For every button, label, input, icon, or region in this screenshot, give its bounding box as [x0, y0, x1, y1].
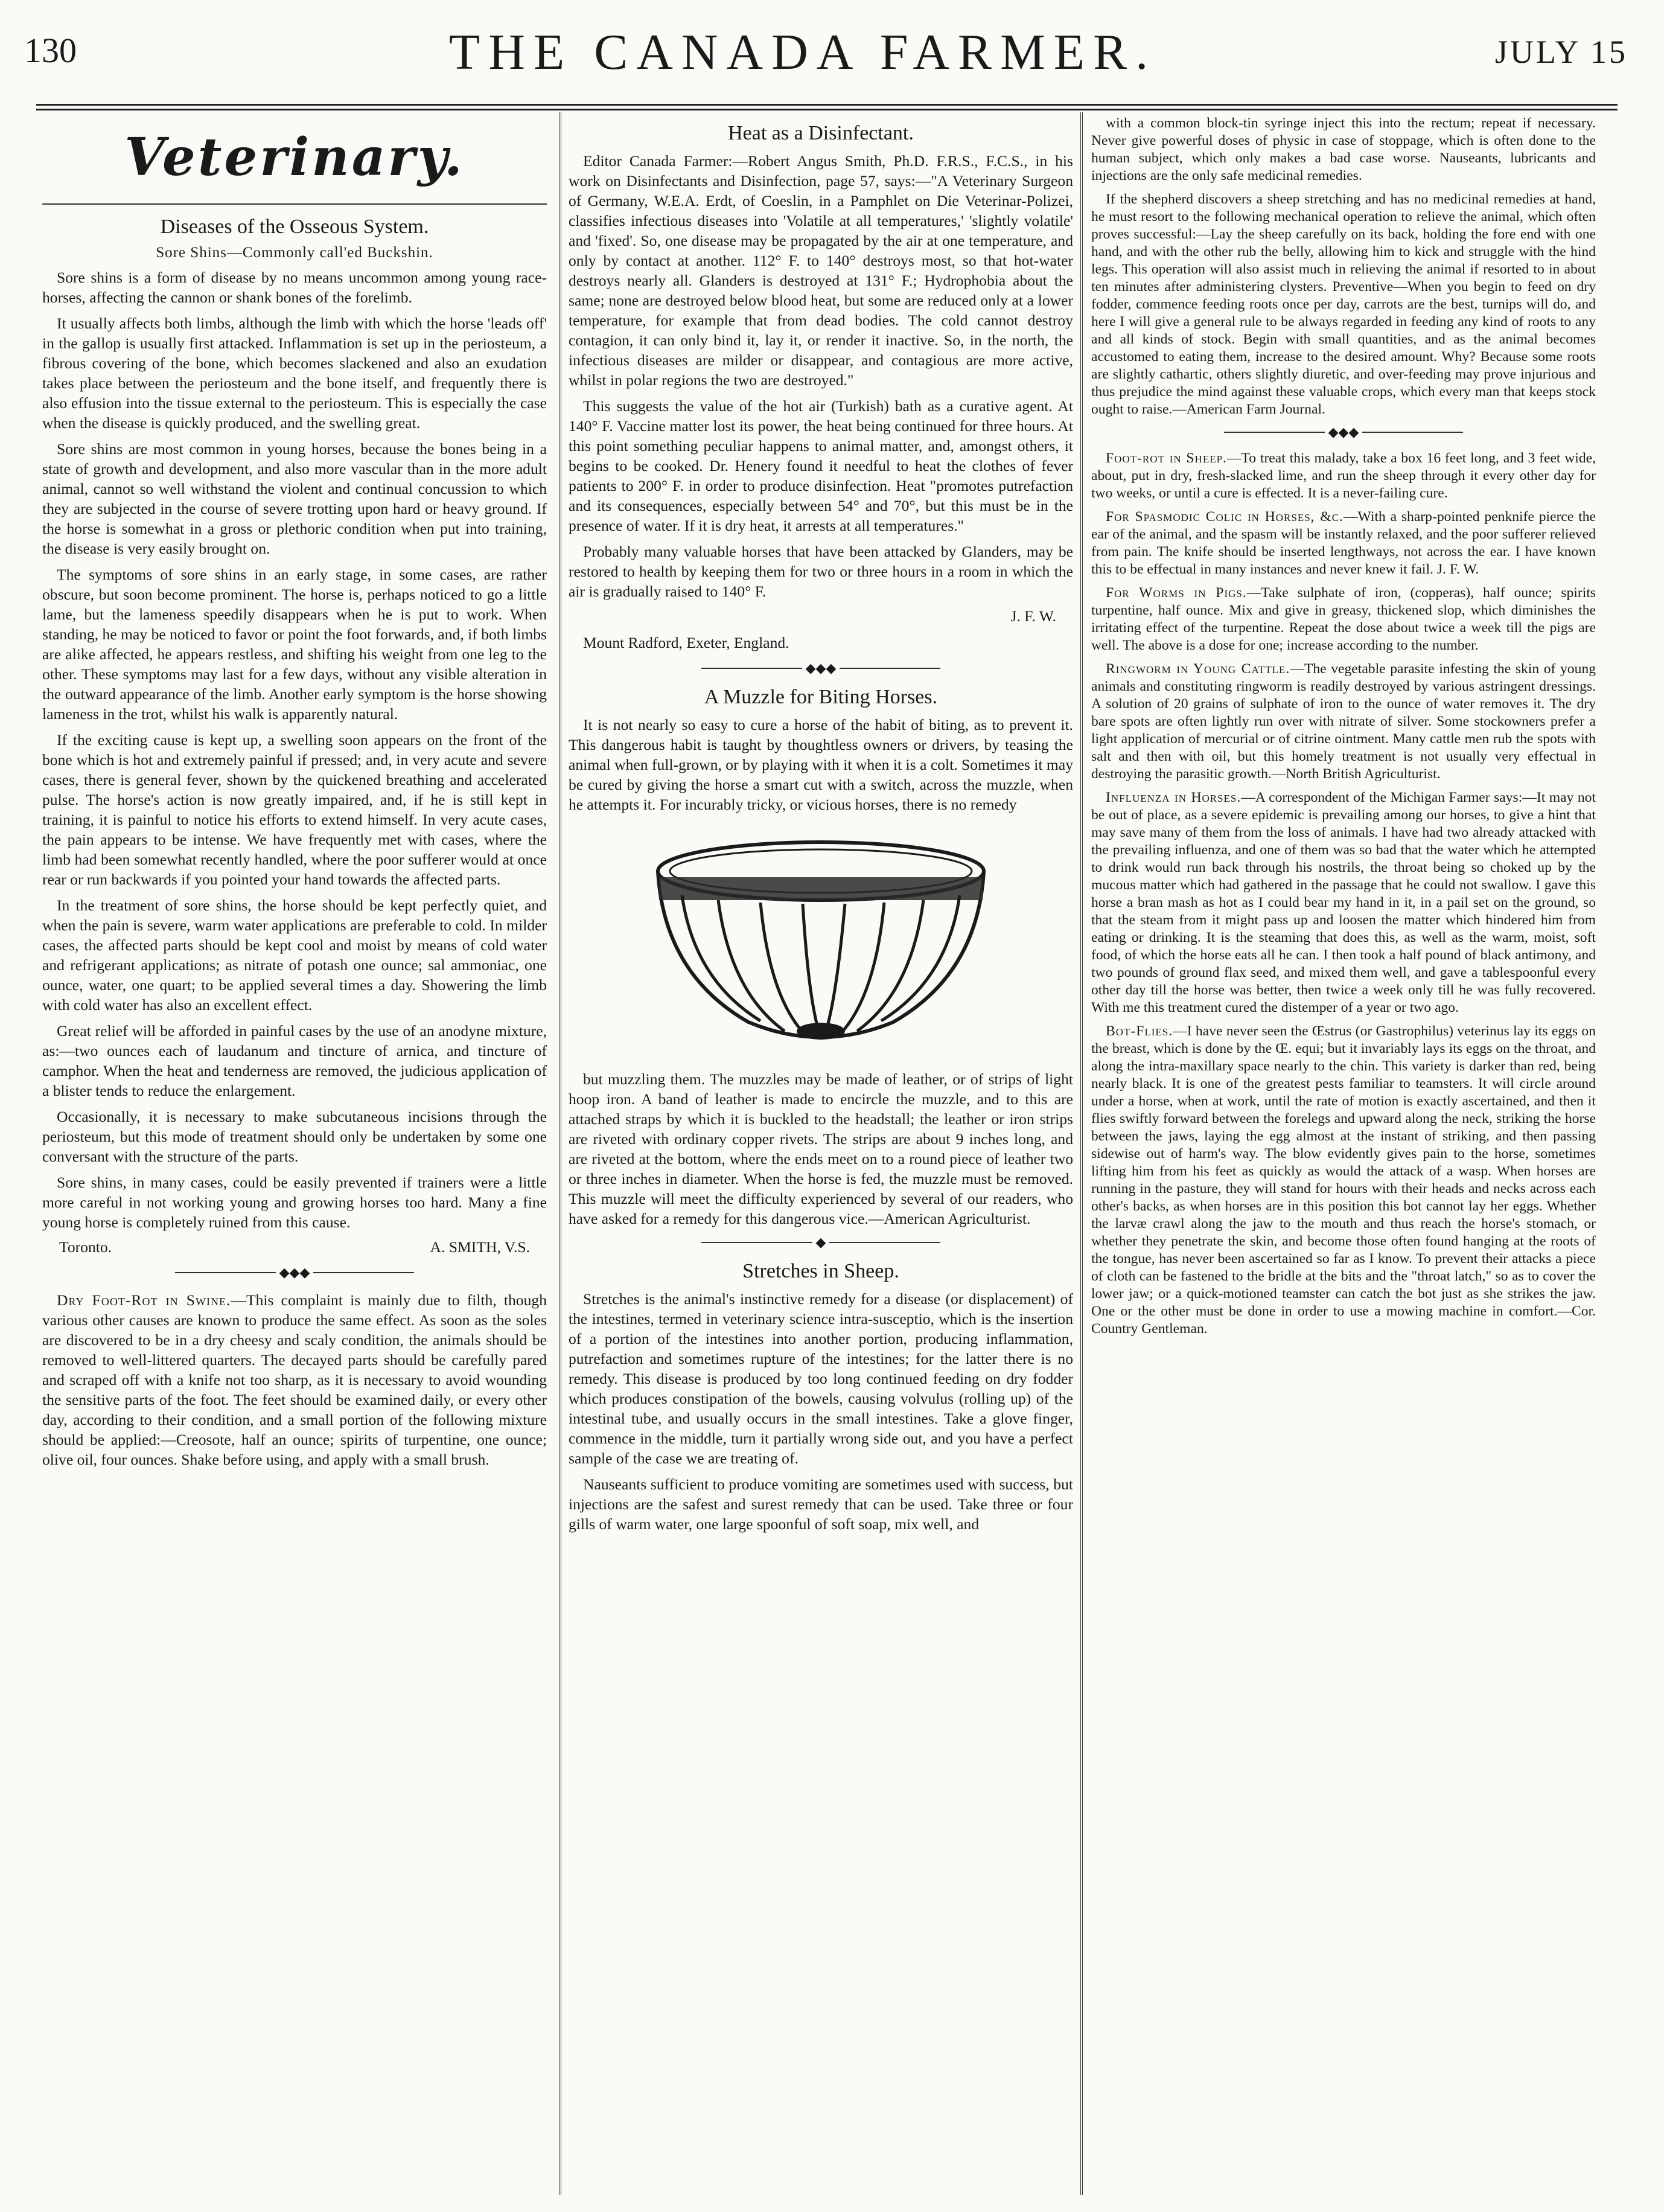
paragraph: It usually affects both limbs, although the limb with which the horse 'leads off' in the gallop is usually first attacked. Inflammation is set up in the periosteum, a fibrous covering of the bone, which becomes slackened and also an exudation takes place between the periosteum and the bone itself, and frequently there is also effusion into the tissue external to the periosteum. This is especially the case when the disease is quickly produced, and the swelling great.: [42, 315, 547, 432]
column-rule: [559, 112, 561, 2195]
column-3: [1091, 115, 1596, 2191]
article-title: Heat as a Disinfectant.: [728, 122, 914, 144]
paragraph: Nauseants sufficient to produce vomiting are sometimes used with success, but injections are the safest and surest remedy that can be used. Take three or four gills of warm water, one large spoonful of soft soap, mix well, and: [569, 1475, 1073, 1533]
paragraph: The symptoms of sore shins in an early stage, in some cases, are rather obscure, but soon become prominent. The horse is, perhaps noticed to go a little lame, but the lameness speedily disappears when he is put to work. When standing, he may be noticed to favor or point the foot forwards, and, if both limbs are alike affected, he appears restless, and shifting his weight from one leg to the other. These symptoms may last for a few days, without any visible alteration in the outward appearance of the limb. Another early symptom is the horse showing lameness in the trot, whilst his walk is apparently natural.: [42, 566, 547, 723]
column-2: [569, 115, 1073, 2191]
item-text: —I have never seen the Œstrus (or Gastrophilus) veterinus lay its eggs on the breast, which is done by the Œ. equi; but it invariably lays its eggs on the throat, and along the intra-maxillary space nearly to the chin. This variety is darker than red, being nearly black. It is one of the greatest pests familiar to teamsters. It will circle around under a horse, when at work, until the rate of motion is exactly ascertained, and then it flies swiftly forward between the forelegs and upward along the neck, striking the horse between the jaws, laying the egg almost at the instant of striking, and then passing sidewise out of harm's way. The blow evidently gives pain to the horse, sometimes lifting him from his feet as quickly as would the attack of a wasp. When horses are running in the pasture, they will stand for hours with their heads and necks across each other's backs, as when horses are in this position this bot cannot lay her eggs. Whether the larvæ crawl along the jaw to the mouth and thus reach the horse's stomach, or whether they penetrate the skin, and become those often found hanging at the roots of the tongue, has never been ascertained so far as I know. To prevent their attacks a piece of cloth can be fastened to the bridle at the bits and the "throat latch," so as to cover the lower jaw; or a quick-motioned teamster can catch the bot just as she strikes the jaw. One or the other must be done in order to use a mowing machine in comfort.—Cor. Country Gentleman.: [1091, 1023, 1596, 1337]
paragraph: [1091, 508, 1596, 578]
article-title: Stretches in Sheep.: [742, 1260, 899, 1282]
paragraph: [1091, 789, 1596, 1017]
item-text: —This complaint is mainly due to filth, though various other causes are known to produce the same effect. As soon as the soles are discovered to be in a dry cheesy and scaly condition, the animals should be removed to well-littered quarters. The decayed parts should be carefully pared and scraped off with a knife not too sharp, as it is necessary to avoid wounding the sensitive parts of the foot. The feet should be examined daily, or every other day, according to their condition, and a small portion of the following mixture should be applied:—Creosote, half an ounce; spirits of turpentine, one ounce; olive oil, four ounces. Shake before using, and apply with a small brush.: [42, 1291, 547, 1468]
ornament-divider: ◆◆◆: [701, 660, 940, 676]
issue-date: JULY 15: [1494, 34, 1628, 70]
divider: [42, 203, 547, 205]
paragraph: If the exciting cause is kept up, a swelling soon appears on the front of the bone which is hot and extremely painful if pressed; and, in very acute and severe cases, there is general fever, shown by the quickened breathing and accelerated pulse. The horse's action is now greatly impaired, and, if he is still kept in training, it is painful to notice his efforts to extend himself. In very acute cases, the pain appears to be intense. We have frequently met with cases, where the limb had been somewhat recently handled, where the poor sufferer would at once rear or run backwards if you pointed your hand towards the affected parts.: [42, 731, 547, 888]
signature-name: A. SMITH, V.S.: [430, 1238, 530, 1256]
paragraph: This suggests the value of the hot air (Turkish) bath as a curative agent. At 140° F. Vaccine matter lost its power, the heat being continued for three hours. At this point something peculiar happens to animal matter, and, amongst others, it begins to be cooked. Dr. Henery found it needful to heat the clothes of fever patients to 200° F. in order to produce disinfection. Heat "promotes putrefaction and its consequences, especially between 54° and 70°, but this must be in the presence of water. If it is dry heat, it arrests at all temperatures.": [569, 397, 1073, 534]
item-lead: For Worms in Pigs.: [1106, 585, 1247, 601]
paragraph: with a common block-tin syringe inject this into the rectum; repeat if necessary. Never give powerful doses of physic in case of stoppage, which is often done to the human subject, which only makes a bad case worse. Nauseants, lubricants and injections are the only safe medicinal remedies.: [1091, 115, 1596, 184]
masthead-rule: [36, 104, 1618, 106]
signature: [42, 1238, 547, 1256]
signature-name: J. F. W.: [1010, 607, 1056, 625]
paragraph: but muzzling them. The muzzles may be made of leather, or of strips of light hoop iron. A band of leather is made to encircle the muzzle, and to this are attached straps by which it is buckled to the headstall; the leather or iron strips are riveted with ordinary copper rivets. The strips are about 9 inches long, and are riveted at the bottom, where the ends meet on to a round piece of leather two or three inches in diameter. When the horse is fed, the muzzle must be removed. This muzzle will meet the difficulty experienced by several of our readers, who have asked for a remedy for this dangerous vice.—American Agriculturist.: [569, 1070, 1073, 1227]
item-lead: For Spasmodic Colic in Horses, &c.: [1106, 509, 1344, 525]
signature-place: Toronto.: [59, 1238, 112, 1256]
paragraph: [1091, 1023, 1596, 1338]
paragraph: Sore shins is a form of disease by no means uncommon among young race-horses, affecting the cannon or shank bones of the forelimb.: [42, 269, 547, 306]
item-lead: Ringworm in Young Cattle.: [1106, 661, 1290, 677]
item-text: —To treat this malady, take a box 16 feet long, and 3 feet wide, about, put in dry, fresh-slacked lime, and run the sheep through it every other day for two weeks, or until a cure is effected. It is a never-failing cure.: [1091, 450, 1596, 501]
paragraph: In the treatment of sore shins, the horse should be kept perfectly quiet, and when the pain is severe, warm water applications are preferable to cold. In milder cases, the affected parts should be kept cool and moist by means of cold water and refrigerant applications; as nitrate of potash one ounce; sal ammoniac, one ounce, water, one quart; to be applied several times a day. Showering the limb with cold water has also an excellent effect.: [42, 897, 547, 1014]
paragraph: [1091, 584, 1596, 654]
item-lead: Dry Foot-Rot in Swine.: [57, 1291, 231, 1309]
item-text: —Take sulphate of iron, (copperas), half ounce; spirits turpentine, half ounce. Mix and give in greasy, thickened slop, which diminishes the irritating effect of the turpentine. Repeat the dose about twice a week till the pigs are well. The above is a dose for one; increase according to the number.: [1091, 585, 1596, 653]
paragraph: Probably many valuable horses that have been attacked by Glanders, may be restored to health by keeping them for two or three hours in a room in which the air is gradually raised to 140° F.: [569, 543, 1073, 600]
paragraph: Occasionally, it is necessary to make subcutaneous incisions through the periosteum, but this mode of treatment should only be undertaken by some one conversant with the structure of the parts.: [42, 1108, 547, 1165]
signature-place: Mount Radford, Exeter, England.: [583, 634, 789, 651]
paragraph: It is not nearly so easy to cure a horse of the habit of biting, as to prevent it. This dangerous habit is taught by thoughtless owners or drivers, by teasing the animal when full-grown, or by playing with it when it is a colt. Sometimes it may be cured by giving the horse a smart cut with a switch, across the muzzle, when he attempts it. For incurably tricky, or vicious horses, there is no remedy: [569, 716, 1073, 813]
signature: [569, 607, 1073, 625]
paragraph: [1091, 660, 1596, 783]
item-lead: Influenza in Horses.: [1106, 790, 1242, 805]
ornament-divider: ◆◆◆: [175, 1265, 414, 1280]
paragraph: [42, 1290, 547, 1469]
item-lead: Foot-rot in Sheep.: [1106, 450, 1227, 466]
masthead-rule-2: [36, 109, 1618, 110]
page-number: 130: [24, 31, 77, 70]
paragraph: Sore shins are most common in young horses, because the bones being in a state of growth and development, and also more vascular than in the more adult animal, cannot so well withstand the violent and continual concussion to which they are subjected in the course of severe trotting upon hard or heavy ground. If the horse is somewhat in a gross or plethoric condition when put into training, the disease is very easily brought on.: [42, 440, 547, 557]
paragraph: Sore shins, in many cases, could be easily prevented if trainers were a little more careful in not working young and growing horses too hard. Many a fine young horse is completely ruined from this cause.: [42, 1174, 547, 1231]
column-1: [42, 115, 547, 2191]
item-lead: Bot-Flies.: [1106, 1023, 1173, 1039]
paragraph: Stretches is the animal's instinctive remedy for a disease (or displacement) of the intestines, termed in veterinary science intra-susceptio, which is the insertion of a portion of the intestines into another portion, producing inflammation, putrefaction and sometimes rupture of the intestines; for the latter there is no remedy. This disease is produced by too long continued feeding on dry fodder which produces constipation of the bowels, causing volvulus (rolling up) of the intestinal tube, and usually occurs in the small intestines. Take a glove finger, commence in the middle, turn it partially wrong side out, and you have a perfect sample of the case we are treating of.: [569, 1290, 1073, 1467]
item-text: —The vegetable parasite infesting the skin of young animals and constituting ringworm is readily destroyed by various astringent dressings. A solution of 20 grains of sulphate of iron to the ounce of water removes it. The dry bare spots are often lightly run over with nitrate of silver. Some stockowners prefer a light application of mercurial or of citrine ointment. Many cattle men rub the spots with salt and then with oil, but this homely treatment is not usually very effectual in destroying the parasitic growth.—North British Agriculturist.: [1091, 661, 1596, 782]
item-text: —With a sharp-pointed penknife pierce the ear of the animal, and the spasm will be instantly relaxed, and the poor sufferer relieved from pain. The knife should be inserted lengthways, not across the ear. I have known this to be effectual in many instances and never knew it fail. J. F. W.: [1091, 509, 1596, 577]
article-subtitle: Sore Shins—Commonly call'ed Buckshin.: [156, 245, 433, 261]
masthead-title: THE CANADA FARMER.: [448, 24, 1157, 80]
paragraph: Editor Canada Farmer:—Robert Angus Smith, Ph.D. F.R.S., F.C.S., in his work on Disinfectants and Disinfection, page 57, says:—"A Veterinary Surgeon of Germany, W.E.A. Erdt, of Coeslin, in a Pamphlet on Die Veterinar-Polizei, classifies infectious diseases into 'Volatile at all temperatures,' 'slightly volatile' and 'fixed'. So, one disease may be propagated by the air at one temperature, and only by contact at another. 112° F. to 140° destroys most, so that hot-water destroys nearly all. Glanders is destroyed at 131° F.; Hydrophobia about the same; none are destroyed below blood heat, but some are reduced only at a lower temperature, for example that from dead bodies. The cold cannot destroy contagion, it can only bind it, lay it, or render it inactive. So, in the north, the infectious diseases are milder or disappear, and contagious are more active, whilst in polar regions the two are destroyed.": [569, 152, 1073, 389]
ornament-divider: ◆: [701, 1235, 940, 1250]
article-title: Diseases of the Osseous System.: [160, 216, 429, 238]
muzzle-illustration: [640, 829, 1002, 1058]
paragraph: [1091, 450, 1596, 502]
section-heading-veterinary: Veterinary.: [124, 127, 465, 188]
column-rule: [1080, 112, 1083, 2195]
article-title: A Muzzle for Biting Horses.: [704, 686, 938, 708]
ornament-divider: ◆◆◆: [1224, 424, 1463, 440]
paragraph: If the shepherd discovers a sheep stretching and has no medicinal remedies at hand, he must resort to the following mechanical operation to relieve the animal, which often proves successful:—Lay the sheep carefully on its back, holding the fore end with one hand, and with the other rub the belly, allowing him to kick and struggle with the hind legs. This operation will also assist much in relieving the animal if resorted to in about ten minutes after administering clysters. Preventive—When you begin to feed on dry fodder, commence feeding roots once per day, carrots are the best, turnips will do, and here I will give a general rule to be always regarded in feeding any kind of roots to any and all kinds of stock. Begin with small quantities, and as the animal becomes accustomed to eating them, increase to the desired amount. Why? Because some roots are slightly cathartic, others slightly diuretic, and over-feeding may prove injurious and thus prejudice the mind against these valuable crops, which every man that keeps stock ought to raise.—American Farm Journal.: [1091, 191, 1596, 417]
item-text: —A correspondent of the Michigan Farmer says:—It may not be out of place, as a severe epidemic is prevailing among our horses, to give a hint that may save many of them from the loss of animals. I have had two already attacked with the prevailing influenza, and one of them was so bad that the water which he attempted to drink would run back through his nostrils, the throat being so choked up by the mucous matter which had gathered in the passage that he could not swallow. I gave this horse a bran mash as hot as I could bear my hand in it, in a pail set on the ground, so that the steam from it might pass up and loosen the matter which hindered him from eating or drinking. It is the steaming that does this, as well as the warm, moist, soft food, of which the horse eats all he can. I then took a half pound of black antimony, and two pounds of ground flax seed, and mixed them well, and gave a tablespoonful every other day till the horse was better, then twice a week only till he was fully recovered. With me this treatment cured the distemper of a year or two ago.: [1091, 790, 1596, 1015]
paragraph: Great relief will be afforded in painful cases by the use of an anodyne mixture, as:—two ounces each of laudanum and tincture of arnica, and tincture of camphor. When the heat and tenderness are removed, the judicious application of a blister tends to reduce the enlargement.: [42, 1022, 547, 1099]
